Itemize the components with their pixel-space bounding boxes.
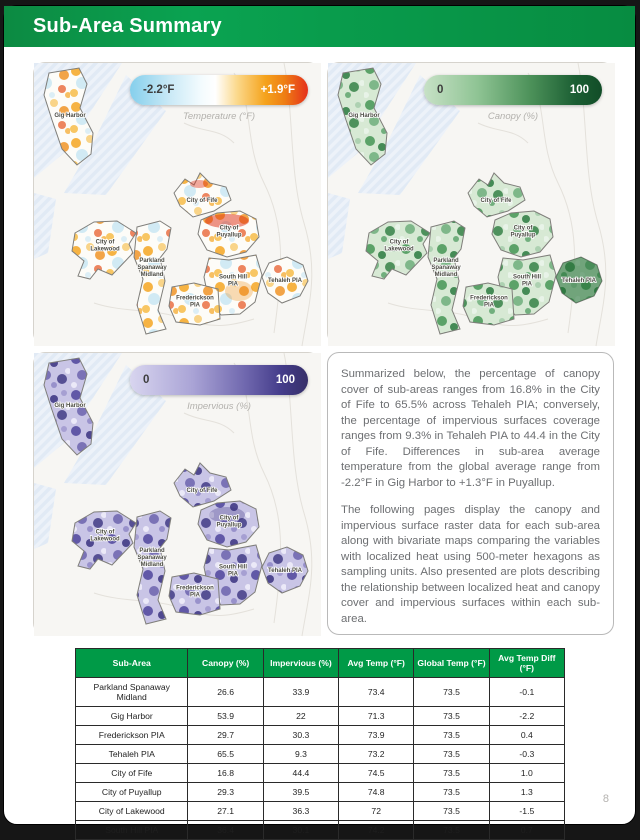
value-cell: 1.0 <box>489 764 564 783</box>
canopy-legend-caption: Canopy (%) <box>487 111 539 122</box>
impervious-legend-min: 0 <box>143 374 150 386</box>
sub-area-name-cell: City of Fife <box>76 764 188 783</box>
svg-text:City ofLakewood: City of Lakewood <box>90 239 120 253</box>
impervious-map <box>34 353 321 636</box>
temperature-legend-max: +1.9°F <box>260 84 295 96</box>
value-cell: 73.5 <box>414 726 489 745</box>
summary-table <box>75 648 565 840</box>
temperature-map <box>34 63 321 346</box>
canopy-legend-max: 100 <box>569 84 589 96</box>
svg-text:City of Fife: City of Fife <box>186 198 218 204</box>
temperature-map-panel <box>33 62 320 345</box>
svg-text:City ofPuyallup: City of Puyallup <box>510 225 536 239</box>
value-cell: 27.1 <box>188 802 263 821</box>
svg-text:FredericksonPIA: Frederickson PIA <box>470 295 508 309</box>
column-header: Sub-Area <box>76 649 188 678</box>
value-cell: 9.3 <box>263 745 338 764</box>
value-cell: 74.8 <box>339 783 414 802</box>
page-header <box>4 6 635 47</box>
svg-text:FredericksonPIA: Frederickson PIA <box>176 295 214 309</box>
svg-text:Gig Harbor: Gig Harbor <box>54 403 86 409</box>
value-cell: 53.9 <box>188 707 263 726</box>
value-cell: 72 <box>339 802 414 821</box>
value-cell: 39.5 <box>263 783 338 802</box>
column-header: Avg Temp (°F) <box>339 649 414 678</box>
value-cell: -2.2 <box>489 707 564 726</box>
sub-area-name-cell: Parkland Spanaway Midland <box>76 678 188 707</box>
value-cell: 36.4 <box>188 821 263 840</box>
value-cell: 73.5 <box>414 745 489 764</box>
value-cell: 29.3 <box>188 783 263 802</box>
value-cell: -0.3 <box>489 745 564 764</box>
svg-text:Gig Harbor: Gig Harbor <box>54 113 86 119</box>
value-cell: 1.3 <box>489 783 564 802</box>
canopy-map-panel <box>327 62 614 345</box>
value-cell: 73.5 <box>414 821 489 840</box>
svg-text:Tehaleh PIA: Tehaleh PIA <box>268 278 302 284</box>
summary-paragraph-2: The following pages display the canopy and impervious surface raster data for each sub-area along with bivariate maps comparing the variables with localized heat using 500-meter hexagons as sampling units. Also presented are plots describing the relationship between localized heat and canopy cover and impervious surfaces within each sub-area. <box>341 504 600 625</box>
canopy-legend <box>424 75 602 105</box>
value-cell: 74.5 <box>339 764 414 783</box>
svg-text:City of Fife: City of Fife <box>480 198 512 204</box>
value-cell: 30.1 <box>263 821 338 840</box>
value-cell: 0.4 <box>489 726 564 745</box>
value-cell: 73.2 <box>339 745 414 764</box>
value-cell: 44.4 <box>263 764 338 783</box>
summary-table-body <box>76 678 565 840</box>
summary-table-head <box>76 649 565 678</box>
svg-text:City ofPuyallup: City of Puyallup <box>216 225 242 239</box>
table-row <box>76 821 565 840</box>
svg-text:City of Fife: City of Fife <box>186 488 218 494</box>
column-header: Canopy (%) <box>188 649 263 678</box>
summary-text-panel <box>327 352 614 635</box>
temperature-legend-min: -2.2°F <box>143 84 175 96</box>
value-cell: 74.2 <box>339 821 414 840</box>
value-cell: 65.5 <box>188 745 263 764</box>
svg-text:South HillPIA: South Hill PIA <box>219 564 247 578</box>
report-page <box>3 5 636 835</box>
sub-area-name-cell: City of Lakewood <box>76 802 188 821</box>
canopy-map <box>328 63 615 346</box>
svg-text:Gig Harbor: Gig Harbor <box>348 113 380 119</box>
svg-text:South HillPIA: South Hill PIA <box>513 274 541 288</box>
sub-area-name-cell: South Hill PIA <box>76 821 188 840</box>
table-row <box>76 707 565 726</box>
value-cell: 71.3 <box>339 707 414 726</box>
value-cell: 30.3 <box>263 726 338 745</box>
svg-text:City ofLakewood: City of Lakewood <box>90 529 120 543</box>
sub-area-name-cell: Tehaleh PIA <box>76 745 188 764</box>
temperature-legend-caption: Temperature (°F) <box>182 111 256 122</box>
svg-text:ParklandSpanawayMidland: Parkland Spanaway Midland <box>431 258 461 278</box>
value-cell: -1.5 <box>489 802 564 821</box>
value-cell: -0.1 <box>489 678 564 707</box>
value-cell: 0.7 <box>489 821 564 840</box>
svg-text:South HillPIA: South Hill PIA <box>219 274 247 288</box>
table-row <box>76 783 565 802</box>
value-cell: 73.4 <box>339 678 414 707</box>
table-row <box>76 678 565 707</box>
column-header: Global Temp (°F) <box>414 649 489 678</box>
table-row <box>76 802 565 821</box>
impervious-legend <box>130 365 308 395</box>
svg-text:ParklandSpanawayMidland: Parkland Spanaway Midland <box>137 548 167 568</box>
value-cell: 36.3 <box>263 802 338 821</box>
value-cell: 73.5 <box>414 802 489 821</box>
temperature-legend <box>130 75 308 105</box>
value-cell: 73.5 <box>414 764 489 783</box>
sub-area-name-cell: City of Puyallup <box>76 783 188 802</box>
impervious-legend-max: 100 <box>275 374 295 386</box>
impervious-legend-caption: Impervious (%) <box>187 401 251 412</box>
table-row <box>76 764 565 783</box>
value-cell: 16.8 <box>188 764 263 783</box>
value-cell: 73.9 <box>339 726 414 745</box>
summary-table-head-row <box>76 649 565 678</box>
column-header: Avg Temp Diff (°F) <box>489 649 564 678</box>
table-row <box>76 726 565 745</box>
sub-area-name-cell: Frederickson PIA <box>76 726 188 745</box>
value-cell: 73.5 <box>414 783 489 802</box>
value-cell: 26.6 <box>188 678 263 707</box>
impervious-map-panel <box>33 352 320 635</box>
column-header: Impervious (%) <box>263 649 338 678</box>
svg-text:Tehaleh PIA: Tehaleh PIA <box>268 568 302 574</box>
value-cell: 29.7 <box>188 726 263 745</box>
svg-text:Tehaleh PIA: Tehaleh PIA <box>562 278 596 284</box>
value-cell: 22 <box>263 707 338 726</box>
value-cell: 73.5 <box>414 707 489 726</box>
table-row <box>76 745 565 764</box>
value-cell: 73.5 <box>414 678 489 707</box>
sub-area-name-cell: Gig Harbor <box>76 707 188 726</box>
page-title: Sub-Area Summary <box>33 15 222 37</box>
svg-text:City ofPuyallup: City of Puyallup <box>216 515 242 529</box>
summary-paragraph-1: Summarized below, the percentage of canopy cover of sub-areas ranges from 16.8% in the City of Fife to 65.5% across Tehaleh PIA; conversely, the percentage of impervious surfaces coverage ranges from 9.3% in Tehaleh PIA to 44.4 in the City of Fife. Differences in sub-area average temperature from the global average range from -2.2°F in Gig Harbor to +1.3°F in Puyallup. <box>341 368 600 489</box>
value-cell: 33.9 <box>263 678 338 707</box>
svg-text:ParklandSpanawayMidland: Parkland Spanaway Midland <box>137 258 167 278</box>
page-number: 8 <box>602 793 609 805</box>
svg-text:FredericksonPIA: Frederickson PIA <box>176 585 214 599</box>
svg-text:City ofLakewood: City of Lakewood <box>384 239 414 253</box>
canopy-legend-min: 0 <box>437 84 444 96</box>
